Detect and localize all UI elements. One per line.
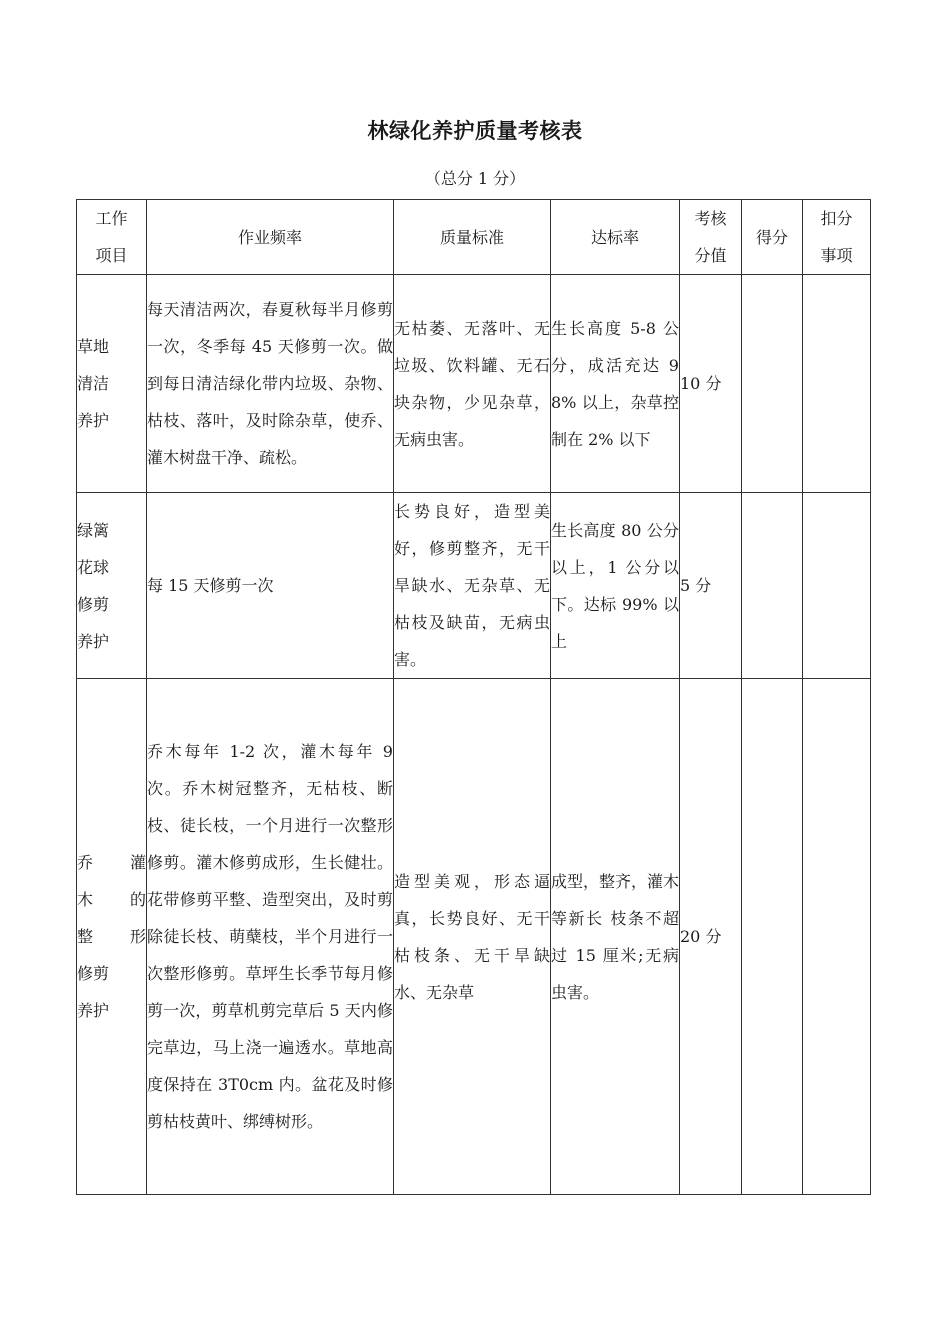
item-cell <box>77 679 147 1195</box>
total-score-note: （总分 1 分） <box>424 169 526 188</box>
item-line: 木 的 <box>77 890 146 909</box>
points-cell: 10 分 <box>680 275 742 493</box>
header-deduct <box>803 200 871 275</box>
item-line: 修剪 <box>77 964 110 983</box>
item-line: 乔 灌 <box>77 853 146 872</box>
header-standard: 质量标准 <box>394 200 551 275</box>
rate-cell: 生长高度 80 公分以上，1 公分以下。达标 99% 以上 <box>551 493 680 679</box>
header-points <box>680 200 742 275</box>
item-line: 养护 <box>77 1001 110 1020</box>
got-cell <box>742 275 803 493</box>
got-cell <box>742 679 803 1195</box>
item-line: 养护 <box>77 631 110 651</box>
standard-cell: 造型美观，形态逼真，长势良好、无干枯枝条、无干旱缺水、无杂草 <box>394 679 551 1195</box>
table-header-row <box>77 200 871 275</box>
item-line: 修剪 <box>77 594 110 614</box>
header-item-line: 工作 <box>95 209 128 228</box>
header-rate: 达标率 <box>551 200 680 275</box>
header-got: 得分 <box>742 200 803 275</box>
header-item <box>77 200 147 275</box>
points-cell: 20 分 <box>680 679 742 1195</box>
header-deduct-line: 扣分 <box>820 209 853 228</box>
item-line: 清洁 <box>77 374 110 393</box>
frequency-cell: 乔木每年 1-2 次，灌木每年 9 次。乔木树冠整齐，无枯枝、断枝、徒长枝，一个月进行一次整形修剪。灌木修剪成形，生长健壮。花带修剪平整、造型突出，及时剪除徒长枝、萌蘖枝，半个月进行一次整形修剪。草坪生长季节每月修剪一次，剪草机剪完草后 5 天内修完草边，马上浇一遍透水。草地高度保持在 3T0cm 内。盆花及时修剪枯枝黄叶、绑缚树形。 <box>147 679 394 1195</box>
document-title: 林绿化养护质量考核表 <box>367 119 583 143</box>
deduct-cell <box>803 493 871 679</box>
item-cell <box>77 275 147 493</box>
item-line: 草地 <box>77 337 110 356</box>
item-line: 绿篱 <box>77 520 110 540</box>
item-cell <box>77 493 147 679</box>
header-frequency: 作业频率 <box>147 200 394 275</box>
got-cell <box>742 493 803 679</box>
points-cell: 5 分 <box>680 493 742 679</box>
frequency-cell: 每天清洁两次，春夏秋每半月修剪一次，冬季每 45 天修剪一次。做到每日清洁绿化带内垃圾、杂物、枯枝、落叶，及时除杂草，使乔、灌木树盘干净、疏松。 <box>147 275 394 493</box>
item-line: 整 形 <box>77 927 146 946</box>
item-line: 养护 <box>77 411 110 430</box>
rate-cell: 生长高度 5-8 公分，成活充达 98% 以上，杂草控制在 2% 以下 <box>551 275 680 493</box>
standard-cell: 无枯萎、无落叶、无垃圾、饮料罐、无石块杂物，少见杂草，无病虫害。 <box>394 275 551 493</box>
deduct-cell <box>803 275 871 493</box>
assessment-table <box>76 199 871 1195</box>
rate-cell: 成型，整齐，灌木等新长 枝条不超过 15 厘米;无病 虫害。 <box>551 679 680 1195</box>
table-row <box>77 275 871 493</box>
header-points-line: 考核 <box>694 209 727 228</box>
header-deduct-line: 事项 <box>820 246 853 265</box>
header-points-line: 分值 <box>694 246 727 265</box>
frequency-cell: 每 15 天修剪一次 <box>147 493 394 679</box>
deduct-cell <box>803 679 871 1195</box>
standard-cell: 长势良好，造型美好，修剪整齐，无干旱缺水、无杂草、无枯枝及缺苗，无病虫害。 <box>394 493 551 679</box>
item-line: 花球 <box>77 557 110 577</box>
table-row <box>77 493 871 679</box>
header-item-line: 项目 <box>95 246 128 265</box>
table-row <box>77 679 871 1195</box>
